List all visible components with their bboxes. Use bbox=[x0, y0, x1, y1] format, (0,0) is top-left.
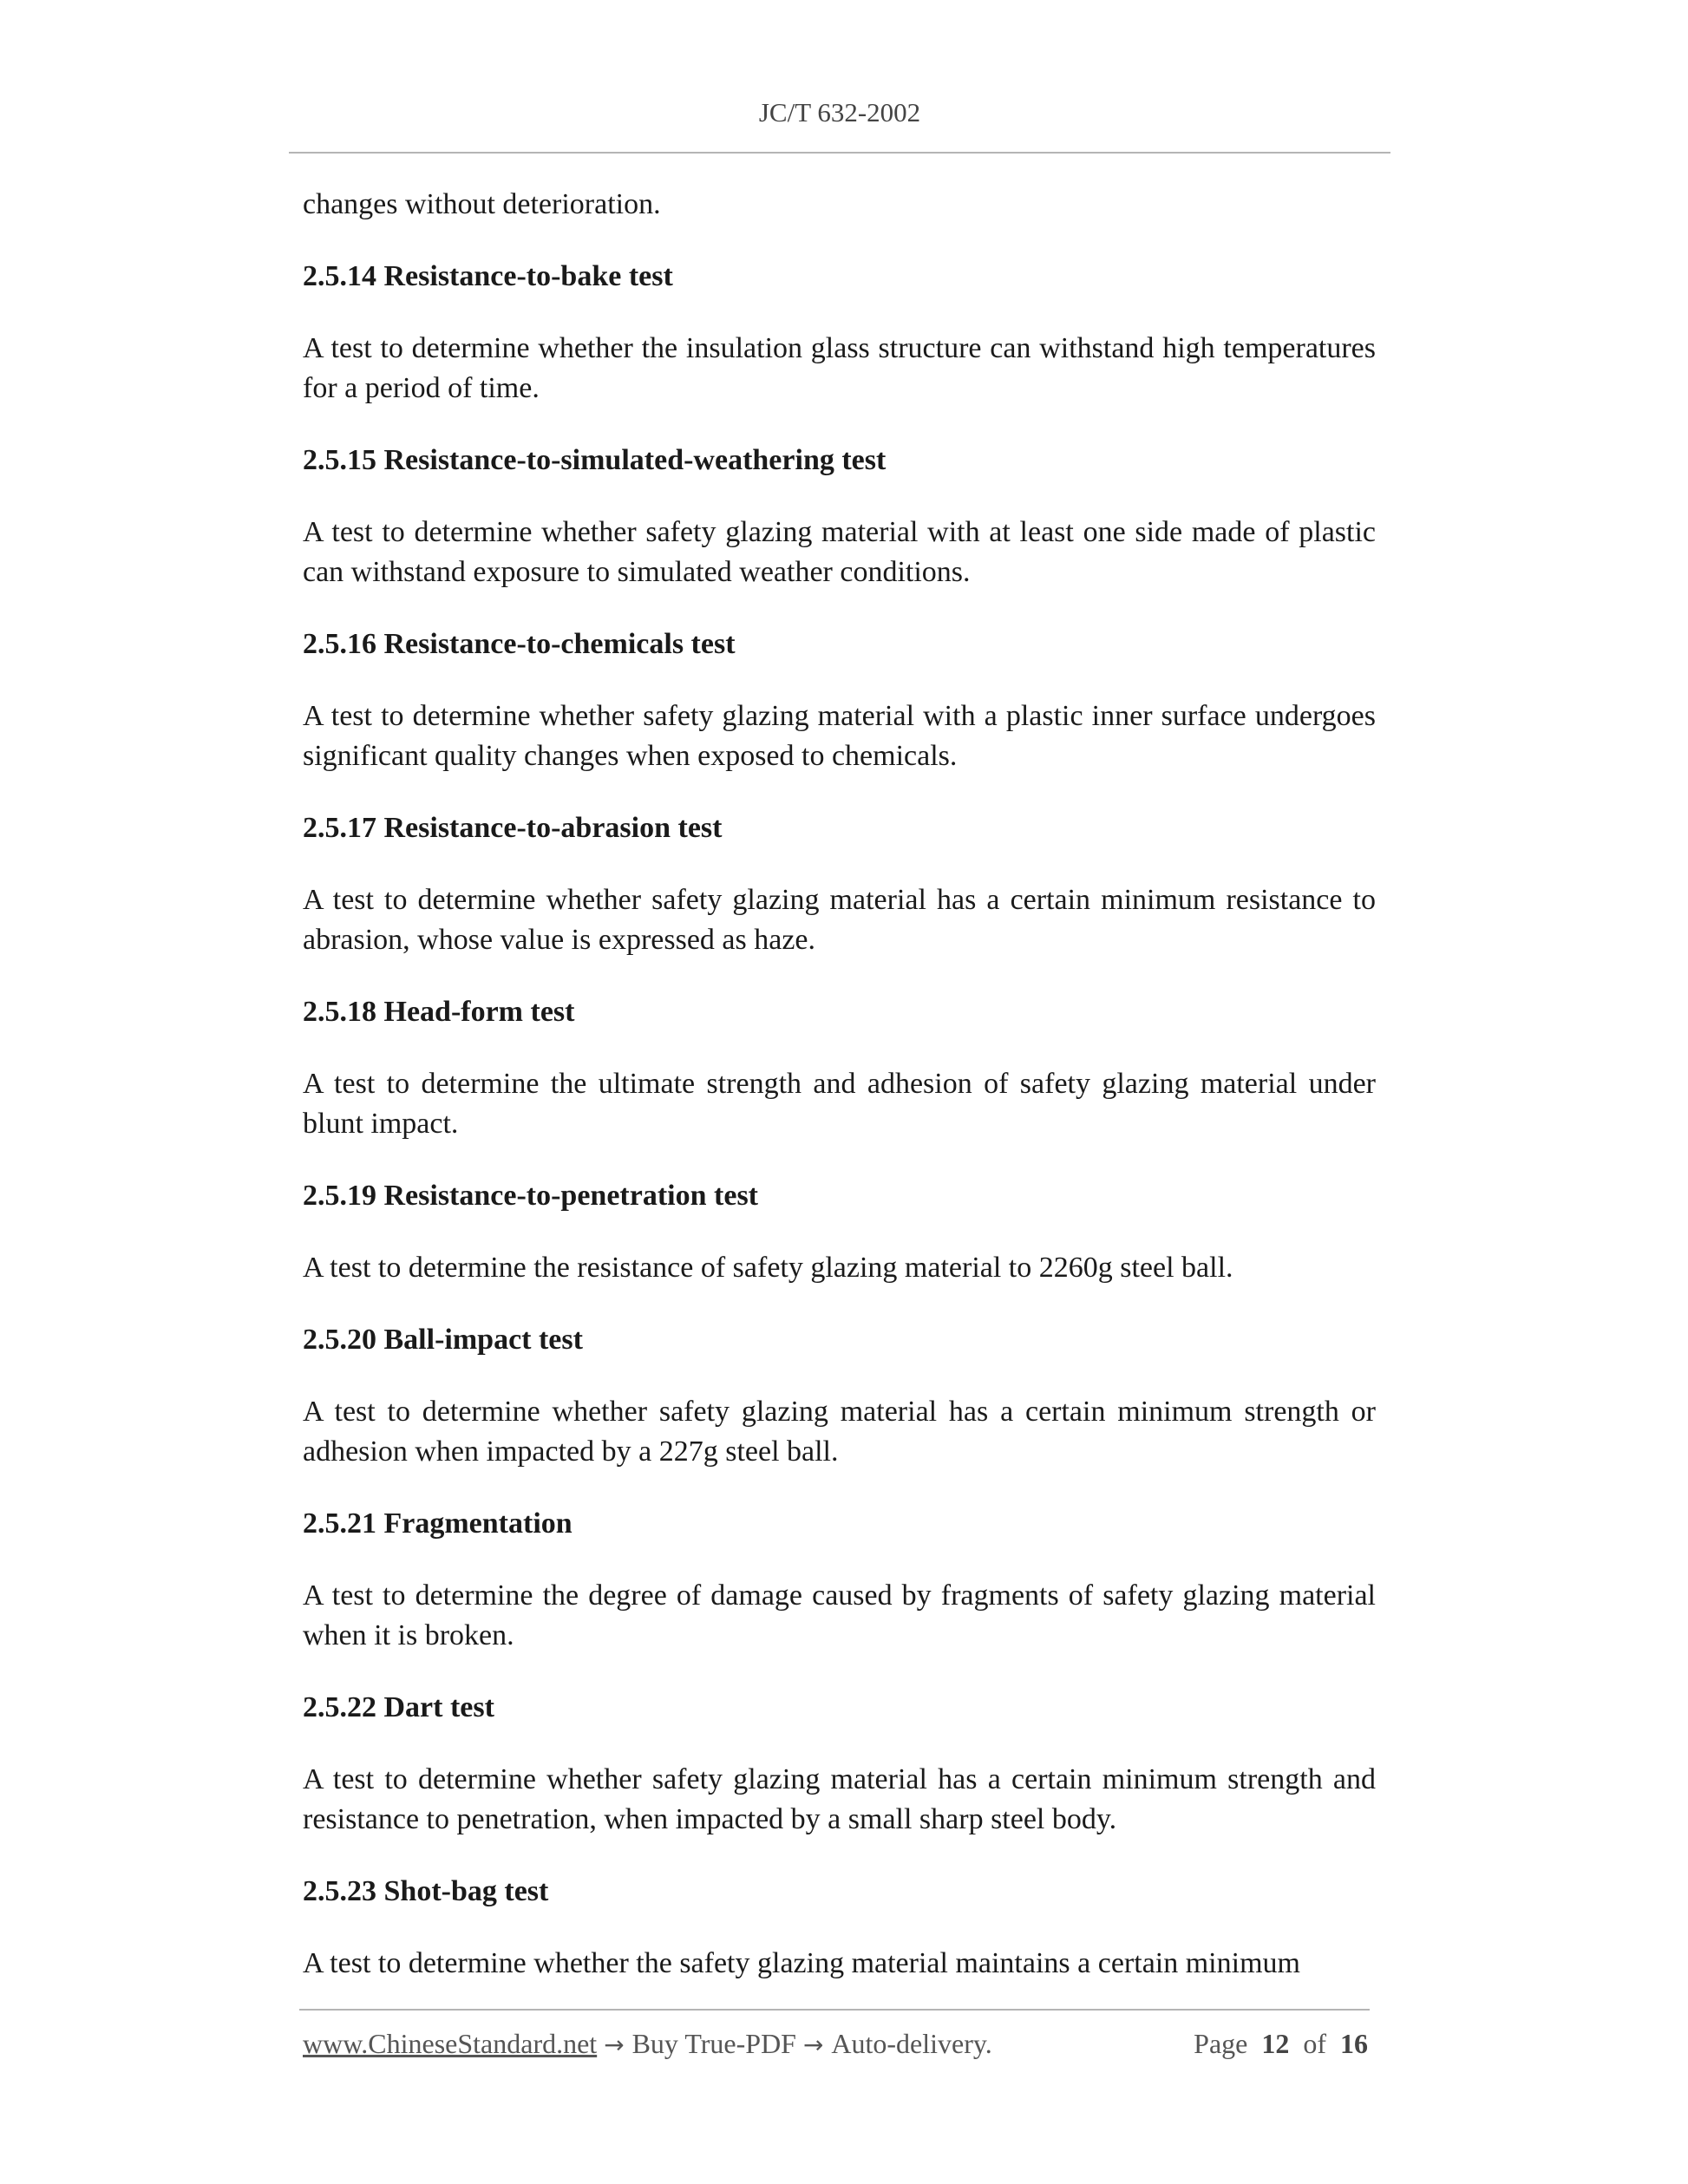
section-text: A test to determine the degree of damage caused by fragments of safety glazing material when it is broken. bbox=[303, 1579, 1376, 1651]
document-body bbox=[303, 185, 1376, 2016]
footer-divider bbox=[299, 2009, 1370, 2011]
section-heading: 2.5.20 Ball-impact test bbox=[303, 1324, 583, 1356]
section-text: A test to determine whether safety glazing material with at least one side made of plastic can withstand exposure to simulated weather conditions. bbox=[303, 516, 1376, 588]
section-text: A test to determine whether the safety glazing material maintains a certain minimum bbox=[303, 1947, 1300, 1979]
page-header: JC/T 632-2002 bbox=[758, 97, 921, 128]
page-footer bbox=[303, 2028, 1368, 2060]
section-heading: 2.5.23 Shot-bag test bbox=[303, 1875, 549, 1907]
arrow-right-icon: → bbox=[604, 2030, 632, 2059]
section-heading: 2.5.16 Resistance-to-chemicals test bbox=[303, 628, 736, 660]
section-text: A test to determine whether the insulation glass structure can withstand high temperatures for a period of time. bbox=[303, 332, 1376, 404]
website-link[interactable]: www.ChineseStandard.net bbox=[303, 2028, 598, 2059]
section-heading: 2.5.15 Resistance-to-simulated-weathering test bbox=[303, 444, 887, 476]
auto-delivery-text: Auto-delivery. bbox=[831, 2028, 992, 2059]
section-text: A test to determine whether safety glazing material has a certain minimum resistance to abrasion, whose value is expressed as haze. bbox=[303, 884, 1376, 956]
section-heading: 2.5.14 Resistance-to-bake test bbox=[303, 260, 673, 292]
current-page: 12 bbox=[1261, 2028, 1290, 2059]
section-text: A test to determine the ultimate strength and adhesion of safety glazing material under blunt impact. bbox=[303, 1068, 1376, 1140]
page-indicator: Page 12 of 16 bbox=[1194, 2028, 1368, 2059]
arrow-right-icon: → bbox=[802, 2030, 832, 2059]
section-heading: 2.5.19 Resistance-to-penetration test bbox=[303, 1180, 758, 1212]
footer-left bbox=[303, 2028, 992, 2060]
buy-pdf-text: Buy True-PDF bbox=[631, 2028, 796, 2059]
section-heading: 2.5.18 Head-form test bbox=[303, 996, 575, 1028]
section-text: A test to determine whether safety glazing material with a plastic inner surface undergoes significant quality changes when exposed to chemicals. bbox=[303, 700, 1376, 772]
section-heading: 2.5.21 Fragmentation bbox=[303, 1507, 572, 1540]
section-heading: 2.5.22 Dart test bbox=[303, 1691, 494, 1723]
section-heading: 2.5.17 Resistance-to-abrasion test bbox=[303, 812, 723, 844]
total-pages: 16 bbox=[1340, 2028, 1368, 2059]
section-text: A test to determine whether safety glazing material has a certain minimum strength or adhesion when impacted by a 227g steel ball. bbox=[303, 1396, 1376, 1468]
section-text: A test to determine whether safety glazing material has a certain minimum strength and resistance to penetration, when impacted by a small sharp steel body. bbox=[303, 1763, 1376, 1835]
intro-paragraph: changes without deterioration. bbox=[303, 188, 661, 220]
section-text: A test to determine the resistance of safety glazing material to 2260g steel ball. bbox=[303, 1252, 1233, 1284]
header-divider bbox=[289, 152, 1390, 154]
